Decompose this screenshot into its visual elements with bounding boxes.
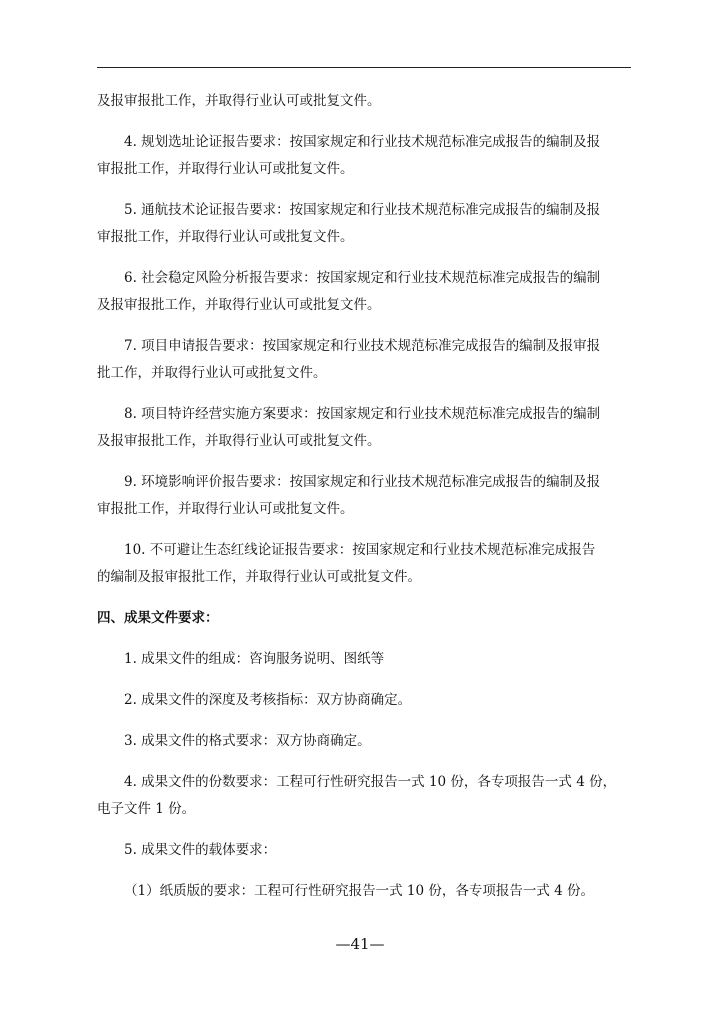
requirement-2: 2. 成果文件的深度及考核指标：双方协商确定。 [124,692,412,708]
text-line: 10. 不可避让生态红线论证报告要求：按国家规定和行业技术规范标准完成报告 [124,542,596,558]
paragraph-item-5 [97,197,631,251]
requirement-5: 5. 成果文件的载体要求： [124,842,277,858]
paragraph-item-6 [97,265,631,319]
page-number: —41— [335,935,385,953]
paragraph-item-4 [97,129,631,183]
text-line: 4. 成果文件的份数要求：工程可行性研究报告一式 10 份，各专项报告一式 4 份， [124,774,617,790]
requirement-3: 3. 成果文件的格式要求：双方协商确定。 [124,733,371,749]
requirement-4 [97,769,631,823]
paragraph-continuation [97,88,631,115]
requirement-5-1: （1）纸质版的要求：工程可行性研究报告一式 10 份，各专项报告一式 4 份。 [124,883,595,899]
paragraph-item-10 [97,537,631,591]
section-heading: 四、成果文件要求： [97,610,219,626]
text-line: 审报批工作，并取得行业认可或批复文件。 [97,161,354,177]
requirement-1: 1. 成果文件的组成：咨询服务说明、图纸等 [124,651,385,667]
text-line: 审报批工作，并取得行业认可或批复文件。 [97,229,354,245]
text-line: 7. 项目申请报告要求：按国家规定和行业技术规范标准完成报告的编制及报审报 [124,338,601,354]
paragraph-item-8 [97,401,631,455]
text-line: 5. 通航技术论证报告要求：按国家规定和行业技术规范标准完成报告的编制及报 [124,202,601,218]
text-line: 4. 规划选址论证报告要求：按国家规定和行业技术规范标准完成报告的编制及报 [124,134,601,150]
text-line: 的编制及报审报批工作，并取得行业认可或批复文件。 [97,569,421,585]
paragraph-item-9 [97,469,631,523]
text-line: 9. 环境影响评价报告要求：按国家规定和行业技术规范标准完成报告的编制及报 [124,474,601,490]
page-body [97,88,631,919]
text-line: 及报审报批工作，并取得行业认可或批复文件。 [97,93,381,109]
text-line: 电子文件 1 份。 [97,801,196,817]
header-rule [97,67,631,68]
text-line: 及报审报批工作，并取得行业认可或批复文件。 [97,297,381,313]
text-line: 6. 社会稳定风险分析报告要求：按国家规定和行业技术规范标准完成报告的编制 [124,270,601,286]
text-line: 批工作，并取得行业认可或批复文件。 [97,365,327,381]
paragraph-item-7 [97,333,631,387]
text-line: 8. 项目特许经营实施方案要求：按国家规定和行业技术规范标准完成报告的编制 [124,406,601,422]
text-line: 及报审报批工作，并取得行业认可或批复文件。 [97,433,381,449]
text-line: 审报批工作，并取得行业认可或批复文件。 [97,501,354,517]
